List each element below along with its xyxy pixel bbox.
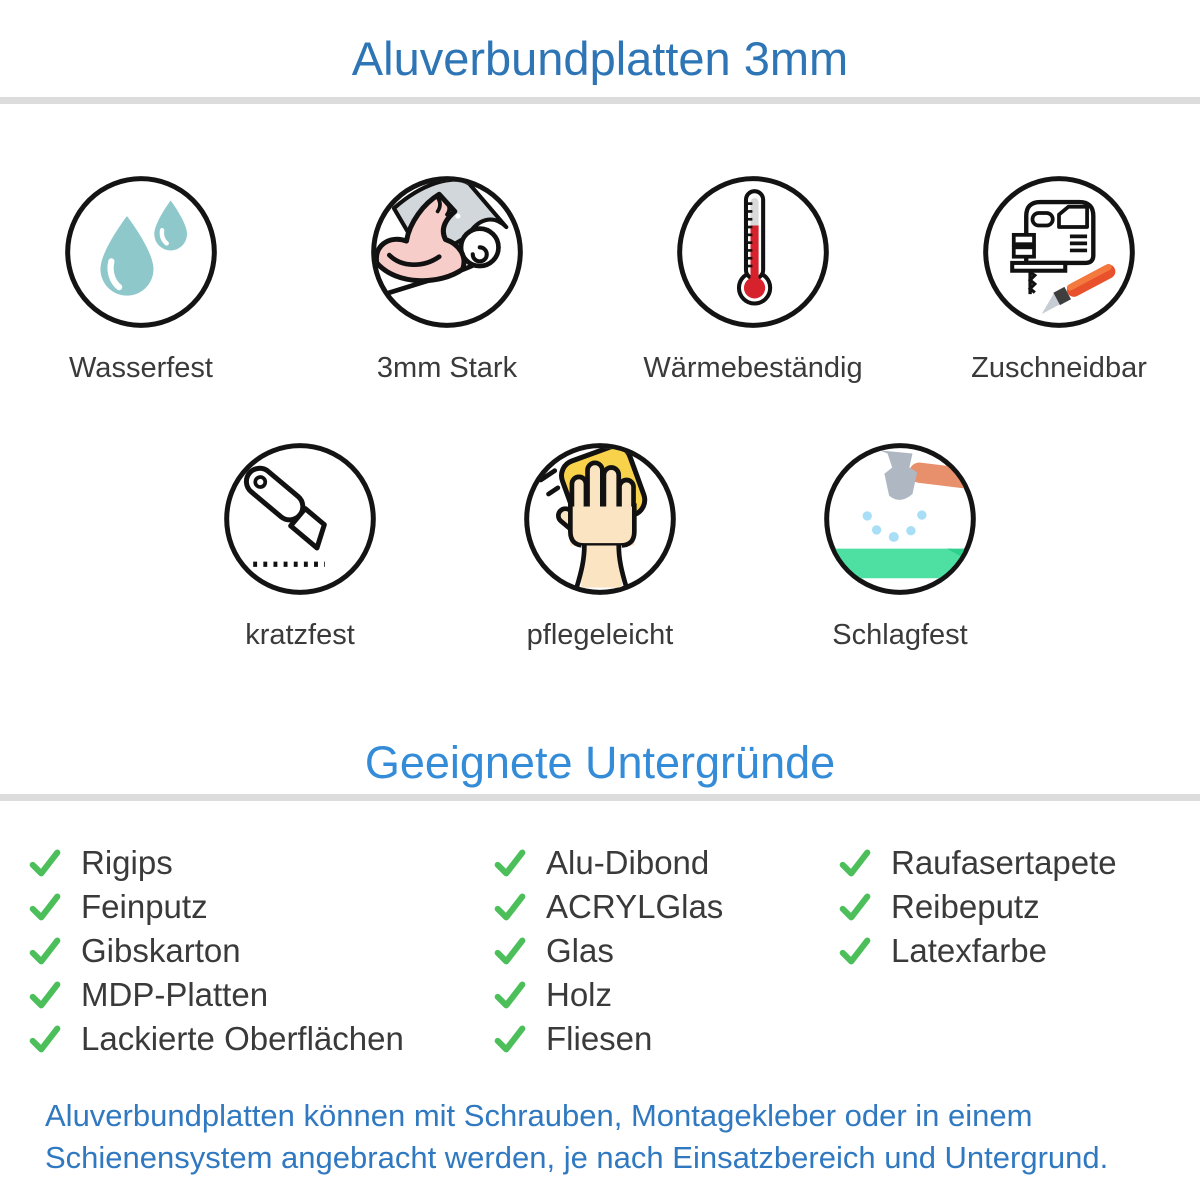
feature-label: kratzfest — [245, 619, 355, 651]
feature-label: Schlagfest — [832, 619, 968, 651]
check-icon — [28, 846, 62, 880]
features-row-2 — [0, 441, 1200, 652]
substrate-item — [493, 1017, 838, 1061]
substrate-label: Lackierte Oberflächen — [81, 1020, 404, 1057]
check-icon — [493, 846, 527, 880]
check-icon — [28, 978, 62, 1012]
check-icon — [493, 1022, 527, 1056]
substrates-list — [0, 841, 1200, 1061]
substrate-item — [28, 1017, 493, 1061]
substrate-item — [838, 841, 1198, 885]
substrate-label: MDP-Platten — [81, 976, 269, 1013]
feature-kratzfest — [189, 441, 411, 652]
feature-schlagfest — [789, 441, 1011, 652]
substrate-item — [28, 929, 493, 973]
thermometer-icon — [675, 174, 831, 330]
feature-label: Wärmebeständig — [643, 352, 863, 384]
substrate-label: Gibskarton — [81, 932, 241, 969]
feature-label: Wasserfest — [69, 352, 213, 384]
substrates-column-3 — [838, 841, 1198, 973]
substrate-item — [28, 841, 493, 885]
feature-pflegeleicht — [489, 441, 711, 652]
utility-knife-icon — [222, 441, 378, 597]
cleaning-hand-icon — [522, 441, 678, 597]
substrates-column-1 — [28, 841, 493, 1061]
check-icon — [493, 890, 527, 924]
feature-waermebestaendig — [642, 174, 864, 385]
substrate-label: Fliesen — [546, 1020, 653, 1057]
substrate-label: Latexfarbe — [891, 932, 1047, 969]
substrate-label: Reibeputz — [891, 888, 1040, 925]
feature-label: 3mm Stark — [376, 352, 518, 384]
substrate-label: Rigips — [81, 844, 173, 881]
substrate-item — [28, 885, 493, 929]
page-title: Aluverbundplatten 3mm — [351, 32, 849, 85]
substrates-heading: Geeignete Untergründe — [364, 737, 836, 788]
divider-top — [0, 97, 1200, 104]
check-icon — [28, 890, 62, 924]
substrate-label: Holz — [546, 976, 613, 1013]
water-drops-icon — [63, 174, 219, 330]
feature-label: pflegeleicht — [526, 619, 674, 651]
substrate-item — [838, 885, 1198, 929]
footer-line-1: Aluverbundplatten können mit Schrauben, Montagekleber oder in einem — [45, 1098, 1033, 1133]
check-icon — [838, 846, 872, 880]
check-icon — [493, 934, 527, 968]
check-icon — [838, 934, 872, 968]
substrate-item — [493, 841, 838, 885]
check-icon — [28, 934, 62, 968]
substrate-item — [28, 973, 493, 1017]
feature-zuschneidbar — [948, 174, 1170, 385]
divider-middle — [0, 794, 1200, 801]
muscle-arm-icon — [369, 174, 525, 330]
substrates-column-2 — [493, 841, 838, 1061]
check-icon — [838, 890, 872, 924]
check-icon — [28, 1022, 62, 1056]
substrate-label: ACRYLGlas — [546, 888, 724, 925]
features-row-1 — [0, 174, 1200, 385]
substrate-item — [493, 885, 838, 929]
footer-line-2: Schienensystem angebracht werden, je nach Einsatzbereich und Untergrund. — [45, 1140, 1109, 1175]
substrate-label: Raufasertapete — [891, 844, 1117, 881]
substrate-label: Glas — [546, 932, 614, 969]
feature-wasserfest — [30, 174, 252, 385]
substrate-item — [838, 929, 1198, 973]
feature-3mm-stark — [336, 174, 558, 385]
hammer-icon — [822, 441, 978, 597]
jigsaw-cutter-icon — [981, 174, 1137, 330]
substrate-item — [493, 973, 838, 1017]
substrate-label: Feinputz — [81, 888, 208, 925]
footer-note — [0, 1095, 1200, 1179]
check-icon — [493, 978, 527, 1012]
substrate-item — [493, 929, 838, 973]
substrate-label: Alu-Dibond — [546, 844, 710, 881]
feature-label: Zuschneidbar — [971, 352, 1147, 384]
